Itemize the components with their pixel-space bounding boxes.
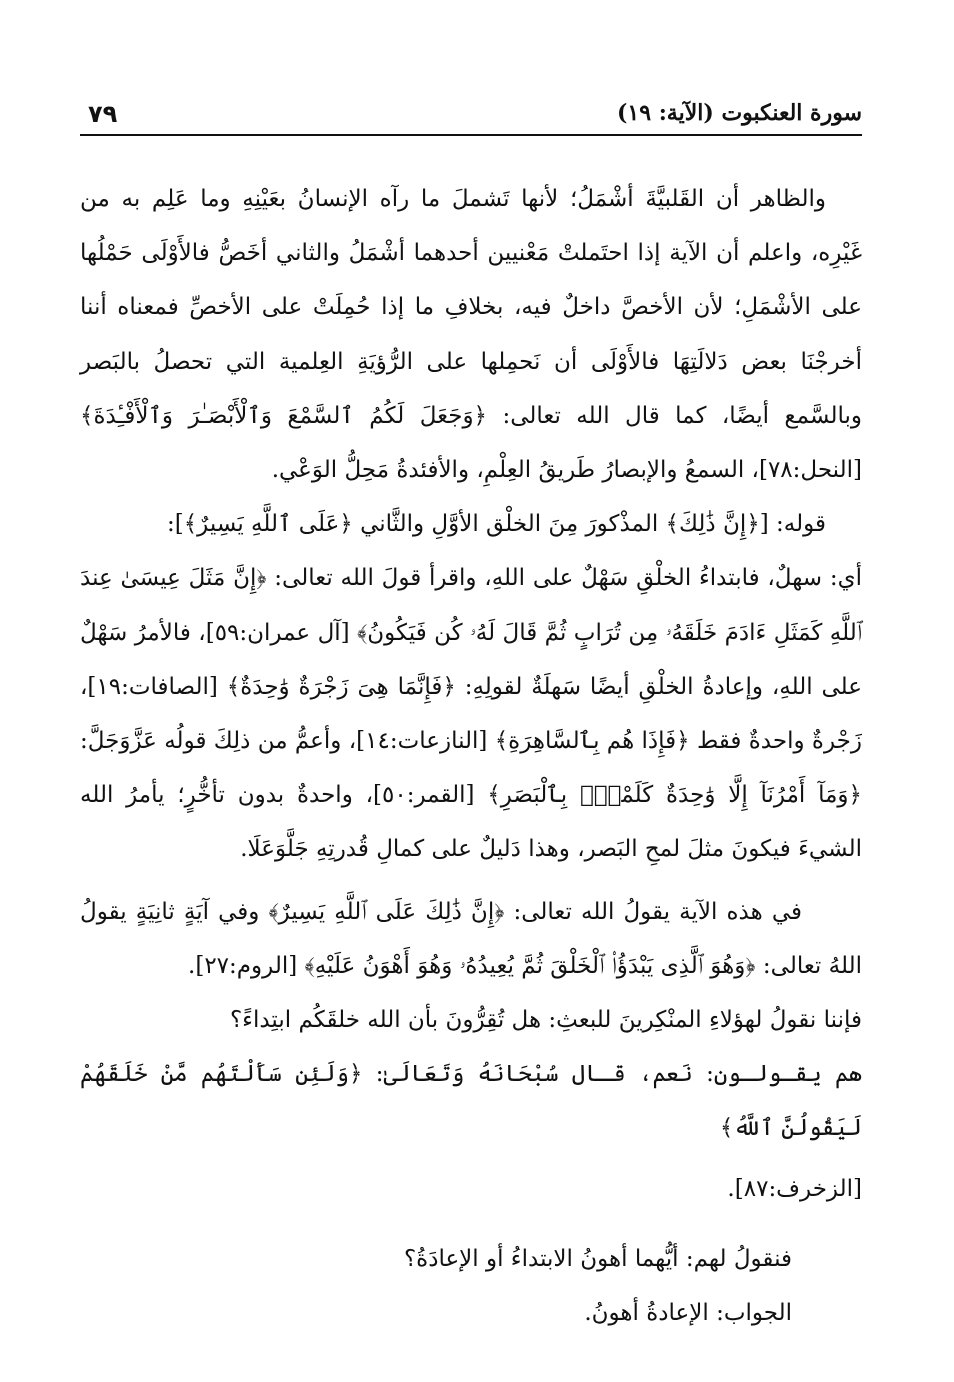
page-number: ٧٩ [88,100,118,128]
paragraph-qawluhu: قوله: [﴿إِنَّ ذَٰلِكَ﴾ المذْكورَ مِنَ الخلْق الأوَّلِ والثَّاني ﴿عَلَى ٱللَّهِ يَسِيرٌ﴾]: [166,511,826,538]
header-divider [80,134,862,136]
paragraph-sahl: أي: سهلٌ، فابتداءُ الخلْقِ سَهْلٌ على اللهِ، واقرأ قولَ الله تعالى: ﴿إِنَّ مَثَلَ عِيسَىٰ عِندَ ٱللَّهِ كَمَثَلِ ءَادَمَ خَلَقَهُۥ مِن تُرَابٍ ثُمَّ قَالَ لَهُۥ كُن فَيَكُونُ﴾ [آل عمران:٥٩]، فالأمرُ سَهْلٌ على اللهِ، وإعادةُ الخلْقِ أيضًا سَهلَةٌ لقولِهِ: ﴿فَإِنَّمَا هِىَ زَجْرَةٌ وَٰحِدَةٌ﴾ [الصافات:١٩]، زَجْرةٌ واحدةٌ فقط ﴿فَإِذَا هُم بِٱلسَّاهِرَةِ﴾ [النازعات:١٤]، وأعمُّ من ذلِكَ قولُه عَزَّوَجَلَّ: ﴿وَمَآ أَمْرُنَآ إِلَّا وَٰحِدَةٌ كَلَمْحٍۭ بِٱلْبَصَرِ﴾ [القمر:٥٠]، واحدةٌ بدون تأخُّرٍ؛ يأمرُ الله الشيءَ فيكونَ مثلَ لمحِ البَصر، وهذا دَليلٌ على كمالِ قُدرتِهِ جَلَّوَعَلَا. [80,565,862,863]
running-title: سورة العنكبوت (الآية: ١٩) [616,100,862,126]
page-header [80,96,862,136]
paragraph-hum-yaqulun: هم يقـولـون: نَعم، قـال سُبْحَانَهُ وَتَعَالَىٰ: ﴿وَلَئِن سَأَلْتَهُم مَّنْ خَلَقَهُمْ لَيَقُولُنَّ ٱللَّهُ﴾ [80,1061,862,1142]
body-text [80,172,862,1340]
paragraph-fa-naqul: فنقولُ لهم: أيُّهما أهونُ الابتداءُ أو الإعادَةُ؟ [403,1245,792,1272]
paragraph-hadhihi-al-aya: في هذه الآية يقولُ الله تعالى: ﴿إِنَّ ذَٰلِكَ عَلَى ٱللَّهِ يَسِيرٌ﴾ وفي آيَةٍ ثانِيَةٍ يقولُ اللهُ تعالى: ﴿وَهُوَ ٱلَّذِى يَبْدَؤُا۟ ٱلْخَلْقَ ثُمَّ يُعِيدُهُۥ وَهُوَ أَهْوَنُ عَلَيْهِ﴾ [الروم:٢٧]. [80,898,862,979]
citation-zukhruf: [الزخرف:٨٧]. [727,1175,862,1202]
paragraph-answer: الجواب: الإعادةُ أهونُ. [584,1300,792,1327]
paragraph-fa-inna-naqul: فإننا نقولُ لهؤلاءِ المنْكِرينَ للبعثِ: هل تُقِرُّونَ بأن الله خلقَكُم ابتِداءً؟ [229,1007,862,1034]
paragraph-qalbiyya: والظاهر أن القَلبيَّةَ أشْمَلُ؛ لأنها تَشملَ ما رآه الإنسانُ بعَيْنِهِ وما عَلِم به من غَيْرِه، واعلم أن الآية إذا احتَملتْ مَعْنيين أحدهما أشْمَلُ والثاني أخَصُّ فالأَوْلَى حَمْلُها على الأشْمَلِ؛ لأن الأخصَّ داخلٌ فيه، بخلافِ ما إذا حُمِلَتْ على الأخصِّ فمعناه أننا أخرجْنَا بعض دَلالَتِهَا فالأَوْلَى أن نَحمِلها على الرُّؤيَةِ العِلمية التي تحصلُ بالبَصر وبالسَّمع أيضًا، كما قال الله تعالى: ﴿وَجَعَلَ لَكُمُ ٱلسَّمْعَ وَٱلْأَبْصَـٰرَ وَٱلْأَفْـِٔدَةَ﴾ [النحل:٧٨]، السمعُ والإبصارُ طَريقُ العِلْمِ، والأفئدةُ مَحِلُّ الوَعْي. [80,186,862,484]
